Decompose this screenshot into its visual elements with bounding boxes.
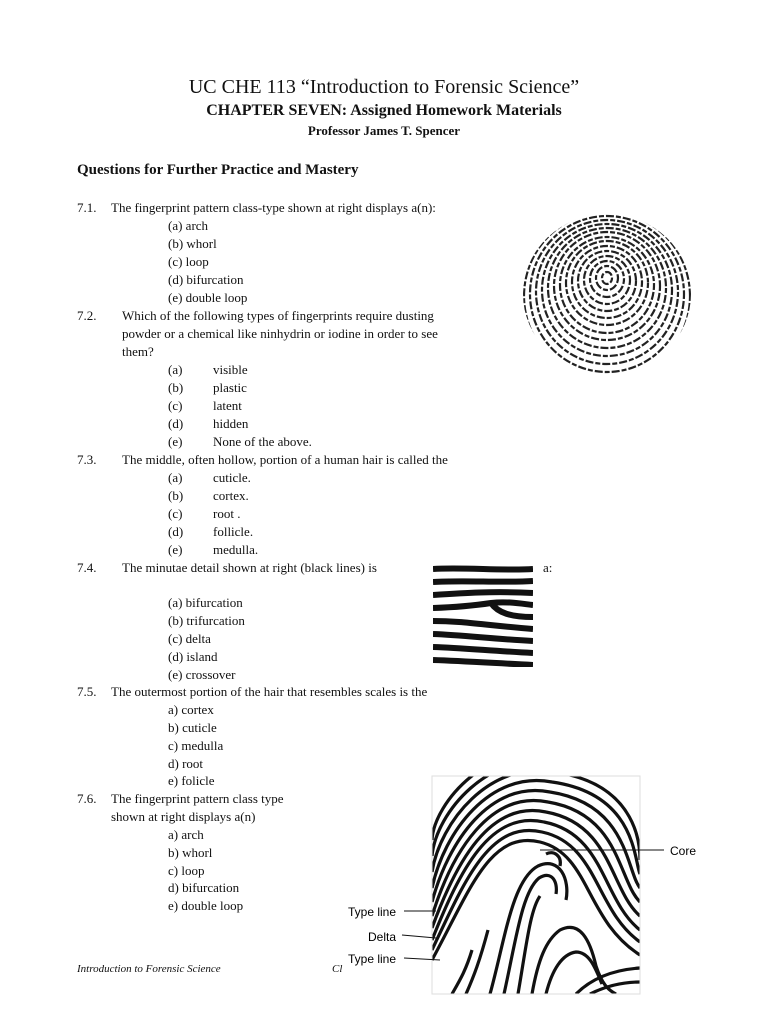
loop-fingerprint-diagram [340,770,710,1010]
answer-option: c) loop [168,863,205,878]
option-text: cortex. [213,488,249,503]
option-text: hidden [213,416,249,431]
option-text: None of the above. [213,434,312,449]
option-letter: (b) [168,380,184,395]
answer-option [168,415,248,433]
answer-option [168,433,312,451]
delta-label: Delta [368,930,397,944]
option-text: visible [213,362,248,377]
bifurcation-ridge-image [433,563,533,667]
question-text: The middle, often hollow, portion of a human hair is called the [122,452,448,467]
answer-option: (b) trifurcation [168,613,245,628]
answer-option [168,397,242,415]
section-heading: Questions for Further Practice and Mastery [77,162,359,178]
option-text: medulla. [213,542,259,557]
professor-name: Professor James T. Spencer [307,123,461,138]
answer-option [168,361,248,379]
answer-option: (e) double loop [168,290,248,305]
type-line-top-label: Type line [348,905,397,919]
answer-option: b) cuticle [168,720,217,735]
chapter-title: CHAPTER SEVEN: Assigned Homework Materials [206,102,562,119]
answer-option: e) folicle [168,773,215,788]
question-number: 7.1. [77,200,97,215]
answer-option: (a) bifurcation [168,595,243,610]
question-text: shown at right displays a(n) [111,809,256,824]
question-text: The fingerprint pattern class-type shown at right displays a(n): [111,200,436,215]
answer-option: b) whorl [168,845,213,860]
question-text: powder or a chemical like ninhydrin or iodine in order to see [122,326,438,341]
question-number: 7.3. [77,452,97,467]
option-text: plastic [213,380,247,395]
answer-option: (d) island [168,649,218,664]
answer-option: a) cortex [168,702,214,717]
question-text: them? [122,344,154,359]
answer-option: d) root [168,756,204,771]
answer-option [168,505,240,523]
answer-option: (d) bifurcation [168,272,244,287]
answer-option [168,469,251,487]
question-text: The fingerprint pattern class type [111,791,284,806]
question-text: The minutae detail shown at right (black lines) is [122,560,377,575]
option-letter: (d) [168,524,184,539]
option-text: root . [213,506,241,521]
question-number: 7.5. [77,684,97,699]
footer-chapter-fragment: Cl [332,963,343,975]
question-text: The outermost portion of the hair that resembles scales is the [111,684,428,699]
option-text: follicle. [213,524,254,539]
answer-option: (c) delta [168,631,211,646]
question-text-trailing: a: [543,560,553,575]
answer-option: a) arch [168,827,204,842]
answer-option: (c) loop [168,254,209,269]
option-text: cuticle. [213,470,251,485]
option-letter: (c) [168,506,183,521]
question-number: 7.2. [77,308,97,323]
answer-option: e) double loop [168,898,244,913]
answer-option [168,487,249,505]
answer-option [168,379,247,397]
footer-course-name: Introduction to Forensic Science [77,963,221,975]
answer-option: (b) whorl [168,236,217,251]
answer-option: (a) arch [168,218,209,233]
option-text: latent [213,398,242,413]
option-letter: (a) [168,362,183,377]
option-letter: (d) [168,416,184,431]
question-text: Which of the following types of fingerprints require dusting [122,308,434,323]
question-number: 7.6. [77,791,97,806]
option-letter: (e) [168,542,183,557]
option-letter: (a) [168,470,183,485]
question-number: 7.4. [77,560,97,575]
option-letter: (b) [168,488,184,503]
answer-option: (e) crossover [168,667,236,682]
option-letter: (c) [168,398,183,413]
answer-option [168,523,253,541]
core-label: Core [670,844,697,858]
whorl-fingerprint-image [515,208,705,380]
type-line-bottom-label: Type line [348,952,397,966]
option-letter: (e) [168,434,183,449]
answer-option: c) medulla [168,738,224,753]
course-title: UC CHE 113 “Introduction to Forensic Science” [188,76,580,98]
answer-option [168,541,258,559]
answer-option: d) bifurcation [168,880,240,895]
